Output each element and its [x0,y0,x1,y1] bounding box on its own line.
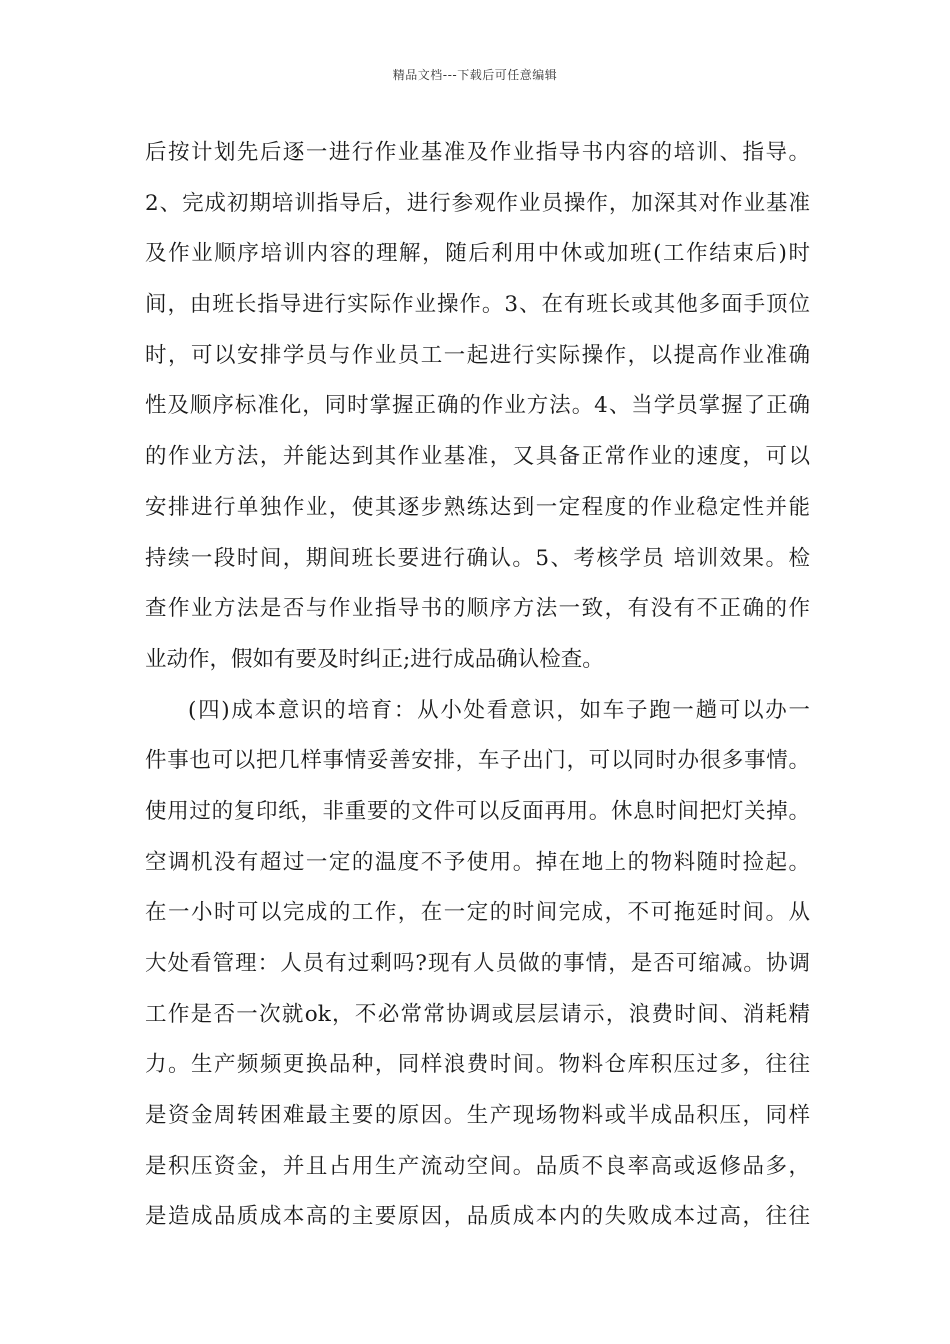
paragraph-line: 时，可以安排学员与作业员工一起进行实际操作，以提高作业准确 [145,342,810,368]
paragraph-line: 力。生产频频更换品种，同样浪费时间。物料仓库积压过多，往往 [145,1052,810,1078]
paragraph-line: 持续一段时间，期间班长要进行确认。5、考核学员 培训效果。检 [145,545,810,571]
paragraph-line: 是资金周转困难最主要的原因。生产现场物料或半成品积压，同样 [145,1103,810,1129]
paragraph-line: (四)成本意识的培育：从小处看意识，如车子跑一趟可以办一 [188,697,810,723]
paragraph-line: 空调机没有超过一定的温度不予使用。掉在地上的物料随时捡起。 [145,849,810,875]
paragraph-line: 查作业方法是否与作业指导书的顺序方法一致，有没有不正确的作 [145,596,810,622]
paragraph-line: 2、完成初期培训指导后，进行参观作业员操作，加深其对作业基准 [145,190,810,216]
paragraph-line: 性及顺序标准化，同时掌握正确的作业方法。4、当学员掌握了正确 [145,393,810,419]
paragraph-line: 使用过的复印纸，非重要的文件可以反面再用。休息时间把灯关掉。 [145,798,810,824]
paragraph-line: 件事也可以把几样事情妥善安排，车子出门，可以同时办很多事情。 [145,748,810,774]
paragraph-line: 业动作，假如有要及时纠正;进行成品确认检查。 [145,646,604,672]
paragraph-line: 的作业方法，并能达到其作业基准，又具备正常作业的速度，可以 [145,444,810,470]
body-text [145,128,810,1243]
paragraph-line: 是积压资金，并且占用生产流动空间。品质不良率高或返修品多， [145,1153,810,1179]
paragraph-line: 安排进行单独作业，使其逐步熟练达到一定程度的作业稳定性并能 [145,494,810,520]
paragraph-line: 工作是否一次就ok，不必常常协调或层层请示，浪费时间、消耗精 [145,1001,810,1027]
paragraph-line: 是造成品质成本高的主要原因，品质成本内的失败成本过高，往往 [145,1204,810,1230]
paragraph-line: 大处看管理：人员有过剩吗?现有人员做的事情，是否可缩减。协调 [145,951,810,976]
paragraph-line: 及作业顺序培训内容的理解，随后利用中休或加班(工作结束后)时 [145,241,810,267]
paragraph-line: 间，由班长指导进行实际作业操作。3、在有班长或其他多面手顶位 [145,292,810,318]
paragraph-line: 在一小时可以完成的工作，在一定的时间完成，不可拖延时间。从 [145,900,810,926]
page-header: 精品文档---下载后可任意编辑 [392,68,558,82]
paragraph-line: 后按计划先后逐一进行作业基准及作业指导书内容的培训、指导。 [145,140,810,165]
